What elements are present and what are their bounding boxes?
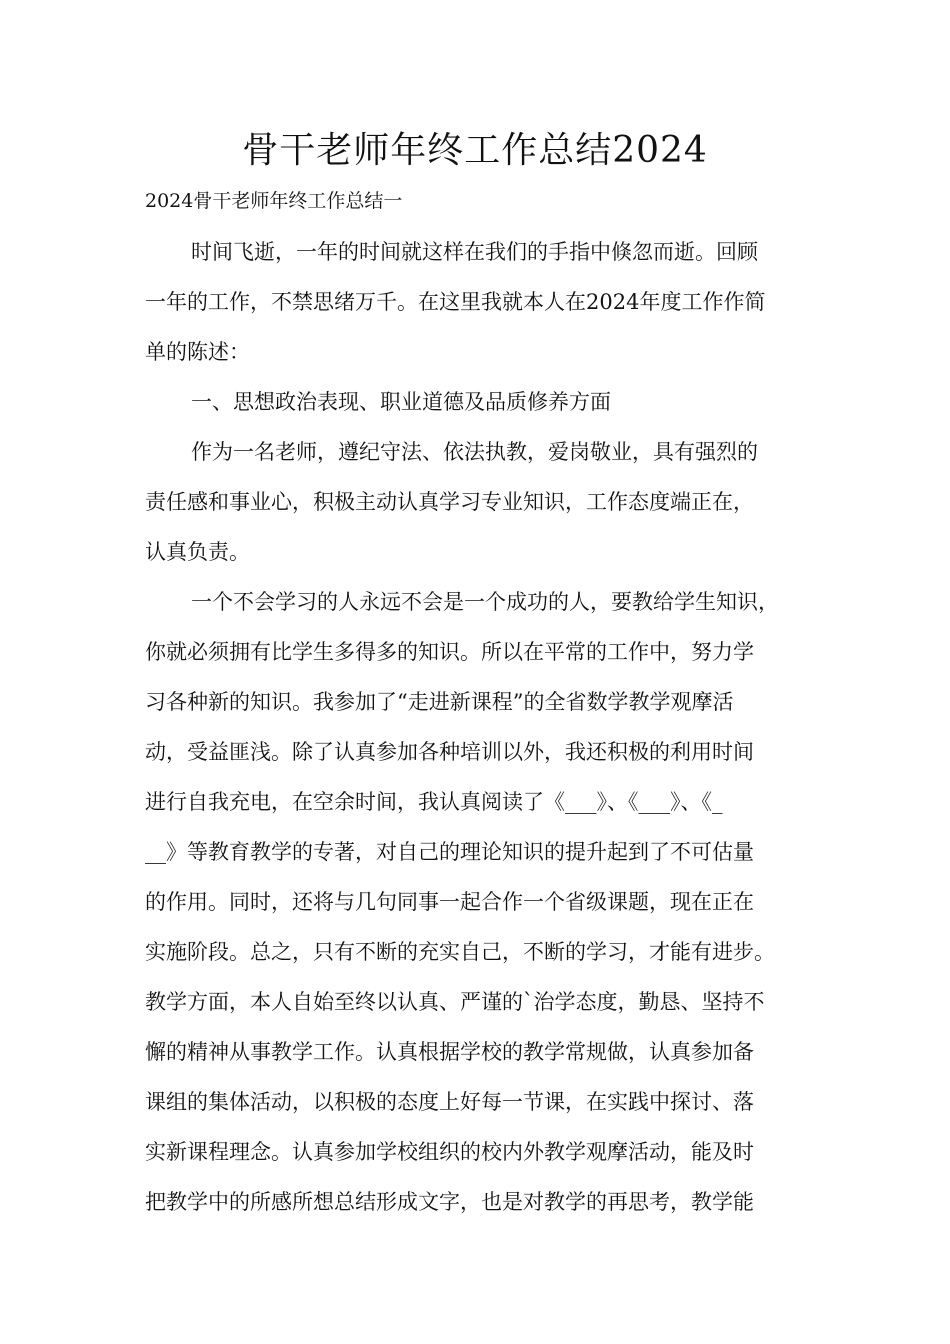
body-text-line: 一、思想政治表现、职业道德及品质修养方面 (191, 390, 611, 414)
document-subtitle: 2024骨干老师年终工作总结一 (145, 190, 403, 212)
body-text-line: 实新课程理念。认真参加学校组织的校内外教学观摩活动，能及时 (145, 1140, 754, 1164)
body-text-line: 一年的工作，不禁思绪万千。在这里我就本人在2024年度工作作简 (145, 290, 766, 314)
body-text-line: 的作用。同时，还将与几句同事一起合作一个省级课题，现在正在 (145, 890, 754, 914)
body-text-line: __》等教育教学的专著，对自己的理论知识的提升起到了不可估量 (145, 840, 754, 864)
document-body (145, 230, 825, 1230)
body-text-line: 动，受益匪浅。除了认真参加各种培训以外，我还积极的利用时间 (145, 740, 754, 764)
body-text-line: 作为一名老师，遵纪守法、依法执教，爱岗敬业，具有强烈的 (191, 440, 758, 464)
body-text-line: 时间飞逝，一年的时间就这样在我们的手指中倏忽而逝。回顾 (191, 240, 758, 264)
body-text-line: 你就必须拥有比学生多得多的知识。所以在平常的工作中，努力学 (145, 640, 754, 664)
body-text-line: 懈的精神从事教学工作。认真根据学校的教学常规做，认真参加备 (145, 1040, 754, 1064)
body-text-line: 课组的集体活动，以积极的态度上好每一节课，在实践中探讨、落 (145, 1090, 754, 1114)
body-text-line: 单的陈述： (145, 340, 250, 364)
body-text-line: 认真负责。 (145, 540, 250, 564)
body-text-line: 一个不会学习的人永远不会是一个成功的人，要教给学生知识， (191, 590, 779, 614)
body-text-line: 实施阶段。总之，只有不断的充实自己，不断的学习，才能有进步。 (145, 940, 775, 964)
body-text-line: 责任感和事业心，积极主动认真学习专业知识，工作态度端正在， (145, 490, 754, 514)
body-text-line: 把教学中的所感所想总结形成文字，也是对教学的再思考，教学能 (145, 1190, 754, 1214)
document-title: 骨干老师年终工作总结2024 (242, 130, 708, 171)
body-text-line: 习各种新的知识。我参加了“走进新课程”的全省数学教学观摩活 (145, 690, 734, 714)
body-text-line: 教学方面，本人自始至终以认真、严谨的`治学态度，勤恳、坚持不 (145, 990, 765, 1014)
body-text-line: 进行自我充电，在空余时间，我认真阅读了《___》、《___》、《_ (145, 790, 723, 814)
